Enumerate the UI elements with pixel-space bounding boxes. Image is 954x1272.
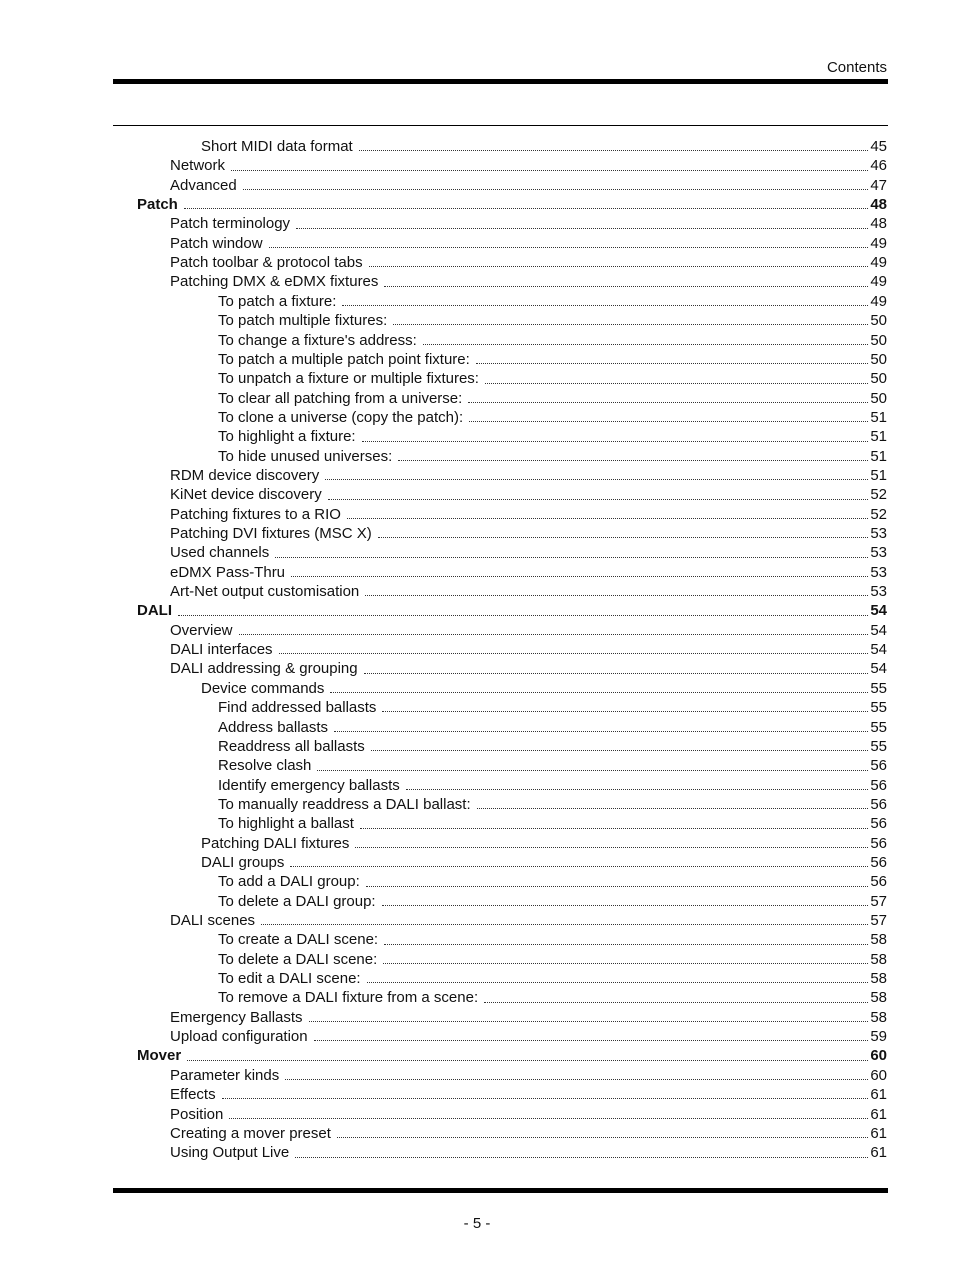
- toc-dot-leader: [476, 362, 869, 364]
- toc-entry-page: 61: [870, 1144, 887, 1162]
- toc-entry[interactable]: [170, 176, 887, 195]
- toc-entry-page: 55: [870, 679, 887, 697]
- toc-entry[interactable]: [218, 350, 887, 369]
- toc-entry-title: Patching DALI fixtures: [201, 834, 350, 852]
- toc-entry-title: Using Output Live: [170, 1144, 290, 1162]
- toc-entry-page: 60: [870, 1066, 887, 1084]
- toc-entry-page: 52: [870, 505, 887, 523]
- toc-entry-page: 58: [870, 950, 887, 968]
- toc-entry-title: Position: [170, 1105, 224, 1123]
- toc-entry-title: To patch a fixture:: [218, 292, 337, 310]
- toc-entry-title: To patch multiple fixtures:: [218, 312, 388, 330]
- toc-entry[interactable]: [170, 543, 887, 562]
- toc-entry[interactable]: [170, 1027, 887, 1046]
- toc-entry-title: Art-Net output customisation: [170, 583, 360, 601]
- toc-entry-title: To create a DALI scene:: [218, 931, 379, 949]
- toc-dot-leader: [378, 536, 869, 538]
- toc-entry-page: 48: [870, 215, 887, 233]
- toc-entry-title: To manually readdress a DALI ballast:: [218, 795, 471, 813]
- toc-dot-leader: [383, 962, 868, 964]
- toc-entry-page: 58: [870, 989, 887, 1007]
- toc-entry[interactable]: [137, 601, 887, 620]
- toc-entry-title: Advanced: [170, 176, 237, 194]
- toc-dot-leader: [290, 865, 868, 867]
- toc-entry-title: Find addressed ballasts: [218, 699, 377, 717]
- toc-dot-leader: [296, 227, 868, 229]
- toc-dot-leader: [243, 188, 869, 190]
- toc-dot-leader: [369, 265, 869, 267]
- toc-entry-title: Overview: [170, 621, 233, 639]
- toc-entry[interactable]: [170, 466, 887, 485]
- toc-entry-title: Patching fixtures to a RIO: [170, 505, 341, 523]
- toc-entry-title: To remove a DALI fixture from a scene:: [218, 989, 479, 1007]
- toc-dot-leader: [384, 943, 868, 945]
- toc-dot-leader: [314, 1039, 869, 1041]
- toc-entry-title: Emergency Ballasts: [170, 1008, 303, 1026]
- toc-entry-page: 50: [870, 331, 887, 349]
- toc-dot-leader: [359, 149, 869, 151]
- toc-entry[interactable]: [170, 505, 887, 524]
- toc-dot-leader: [285, 1078, 868, 1080]
- toc-entry[interactable]: [170, 1085, 887, 1104]
- toc-dot-leader: [371, 749, 869, 751]
- toc-dot-leader: [468, 401, 868, 403]
- toc-entry-title: Patch: [137, 196, 178, 214]
- toc-entry[interactable]: [218, 698, 887, 717]
- toc-entry-page: 56: [870, 757, 887, 775]
- toc-entry-title: To clear all patching from a universe:: [218, 389, 463, 407]
- toc-dot-leader: [365, 594, 868, 596]
- toc-entry-page: 61: [870, 1086, 887, 1104]
- toc-dot-leader: [187, 1059, 868, 1061]
- toc-entry-page: 58: [870, 931, 887, 949]
- toc-dot-leader: [382, 710, 868, 712]
- toc-entry-page: 61: [870, 1124, 887, 1142]
- toc-entry-page: 56: [870, 795, 887, 813]
- toc-dot-leader: [355, 846, 868, 848]
- toc-entry-title: Resolve clash: [218, 757, 312, 775]
- toc-entry-title: eDMX Pass-Thru: [170, 563, 286, 581]
- toc-dot-leader: [384, 285, 868, 287]
- toc-dot-leader: [229, 1117, 868, 1119]
- toc-entry-page: 53: [870, 544, 887, 562]
- toc-entry-page: 49: [870, 254, 887, 272]
- toc-entry[interactable]: [201, 834, 887, 853]
- toc-entry-page: 59: [870, 1028, 887, 1046]
- toc-entry-title: To delete a DALI group:: [218, 892, 376, 910]
- toc-entry[interactable]: [218, 737, 887, 756]
- toc-entry-page: 53: [870, 583, 887, 601]
- toc-entry-page: 57: [870, 912, 887, 929]
- toc-dot-leader: [317, 769, 868, 771]
- toc-entry-page: 56: [870, 834, 887, 852]
- toc-entry[interactable]: [218, 795, 887, 814]
- toc-dot-leader: [393, 323, 868, 325]
- toc-dot-leader: [309, 1020, 869, 1022]
- toc-entry[interactable]: [201, 853, 887, 872]
- toc-dot-leader: [469, 420, 868, 422]
- toc-entry[interactable]: [218, 718, 887, 737]
- toc-entry[interactable]: [218, 408, 887, 427]
- toc-entry-page: 51: [870, 447, 887, 465]
- toc-entry-title: To unpatch a fixture or multiple fixtures:: [218, 370, 479, 388]
- toc-dot-leader: [328, 498, 869, 500]
- toc-entry-page: 49: [870, 292, 887, 310]
- toc-dot-leader: [222, 1097, 869, 1099]
- toc-dot-leader: [261, 923, 868, 925]
- toc-dot-leader: [178, 614, 868, 616]
- toc-dot-leader: [367, 981, 869, 983]
- toc-entry[interactable]: [170, 214, 887, 233]
- toc-entry-title: Readdress all ballasts: [218, 737, 365, 755]
- toc-entry-title: To highlight a fixture:: [218, 428, 356, 446]
- toc-entry-title: Upload configuration: [170, 1028, 308, 1046]
- toc-entry-page: 56: [870, 776, 887, 794]
- toc-entry[interactable]: [170, 1008, 887, 1027]
- toc-entry-page: 51: [870, 408, 887, 426]
- toc-dot-leader: [239, 633, 869, 635]
- toc-entry[interactable]: [170, 1124, 887, 1143]
- toc-entry-title: DALI interfaces: [170, 641, 273, 659]
- toc-entry-title: Patching DMX & eDMX fixtures: [170, 273, 379, 291]
- toc-entry[interactable]: [218, 930, 887, 949]
- toc-dot-leader: [337, 1136, 868, 1138]
- toc-dot-leader: [362, 440, 869, 442]
- toc-entry[interactable]: [170, 156, 887, 175]
- toc-entry-page: 52: [870, 486, 887, 504]
- toc-dot-leader: [342, 304, 868, 306]
- toc-dot-leader: [295, 1156, 868, 1158]
- toc-dot-leader: [184, 207, 868, 209]
- toc-entry-page: 58: [870, 1008, 887, 1026]
- toc-entry-page: 49: [870, 234, 887, 252]
- toc-entry[interactable]: [201, 137, 887, 156]
- toc-entry[interactable]: [170, 1066, 887, 1085]
- toc-entry[interactable]: [170, 485, 887, 504]
- toc-entry[interactable]: [218, 756, 887, 775]
- toc-dot-leader: [477, 807, 869, 809]
- toc-dot-leader: [330, 691, 868, 693]
- toc-entry[interactable]: [218, 427, 887, 446]
- toc-entry-title: Creating a mover preset: [170, 1124, 331, 1142]
- toc-entry-title: To clone a universe (copy the patch):: [218, 408, 464, 426]
- toc-entry-page: 50: [870, 389, 887, 407]
- toc-entry[interactable]: [137, 195, 887, 214]
- toc-entry-page: 48: [870, 196, 887, 214]
- toc-entry[interactable]: [218, 969, 887, 988]
- toc-dot-leader: [275, 556, 868, 558]
- toc-entry-title: Network: [170, 157, 226, 175]
- footer-rule: [113, 1188, 888, 1193]
- toc-entry-page: 55: [870, 699, 887, 717]
- toc-entry[interactable]: [218, 872, 887, 891]
- toc-dot-leader: [279, 652, 869, 654]
- toc-dot-leader: [398, 459, 868, 461]
- toc-entry-page: 56: [870, 853, 887, 871]
- toc-entry[interactable]: [170, 234, 887, 253]
- toc-entry-page: 51: [870, 466, 887, 484]
- header-thin-rule: [113, 125, 888, 126]
- toc-entry-title: To highlight a ballast: [218, 815, 354, 833]
- toc-entry-title: Device commands: [201, 679, 325, 697]
- toc-entry[interactable]: [218, 292, 887, 311]
- toc-entry[interactable]: [170, 524, 887, 543]
- toc-dot-leader: [423, 343, 869, 345]
- toc-entry-page: 54: [870, 660, 887, 678]
- toc-entry[interactable]: [201, 679, 887, 698]
- toc-entry-page: 50: [870, 350, 887, 368]
- toc-entry-title: Patch terminology: [170, 215, 291, 233]
- toc-entry-title: DALI addressing & grouping: [170, 660, 358, 678]
- toc-entry-page: 53: [870, 525, 887, 542]
- toc-entry-page: 47: [870, 176, 887, 194]
- toc-entry[interactable]: [170, 563, 887, 582]
- toc-entry[interactable]: [218, 311, 887, 330]
- toc-entry-title: To edit a DALI scene:: [218, 970, 361, 988]
- toc-entry[interactable]: [170, 1105, 887, 1124]
- toc-entry-title: To patch a multiple patch point fixture:: [218, 350, 470, 368]
- toc-entry-page: 54: [870, 621, 887, 639]
- toc-entry-page: 50: [870, 370, 887, 388]
- toc-entry-title: Parameter kinds: [170, 1066, 280, 1084]
- toc-entry[interactable]: [218, 447, 887, 466]
- toc-entry-page: 57: [870, 892, 887, 910]
- toc-dot-leader: [291, 575, 868, 577]
- toc-entry-page: 45: [870, 138, 887, 155]
- toc-entry-page: 49: [870, 273, 887, 291]
- toc-dot-leader: [485, 382, 868, 384]
- toc-entry-title: Effects: [170, 1086, 216, 1104]
- toc-entry-page: 55: [870, 737, 887, 755]
- toc-entry[interactable]: [170, 582, 887, 601]
- toc-entry-title: Used channels: [170, 544, 270, 562]
- toc-entry-title: DALI: [137, 602, 172, 620]
- toc-entry[interactable]: [218, 892, 887, 911]
- toc-entry-page: 54: [870, 641, 887, 659]
- toc-dot-leader: [484, 1001, 868, 1003]
- toc-entry[interactable]: [218, 776, 887, 795]
- toc-entry-page: 58: [870, 970, 887, 988]
- toc-entry-title: DALI scenes: [170, 912, 256, 929]
- toc-dot-leader: [364, 672, 869, 674]
- toc-entry-title: To add a DALI group:: [218, 873, 360, 891]
- toc-entry-title: To delete a DALI scene:: [218, 950, 378, 968]
- toc-entry-page: 60: [870, 1047, 887, 1065]
- toc-entry[interactable]: [170, 1143, 887, 1162]
- toc-entry-title: Short MIDI data format: [201, 138, 353, 155]
- toc-dot-leader: [406, 788, 869, 790]
- toc-entry[interactable]: [170, 253, 887, 272]
- toc-entry-title: Mover: [137, 1047, 182, 1065]
- toc-entry[interactable]: [218, 389, 887, 408]
- toc-entry-title: Identify emergency ballasts: [218, 776, 400, 794]
- page-number: - 5 -: [463, 1215, 491, 1232]
- toc-entry-page: 46: [870, 157, 887, 175]
- toc-entry-page: 54: [870, 602, 887, 620]
- toc-entry-title: RDM device discovery: [170, 466, 320, 484]
- running-header: Contents: [826, 59, 887, 76]
- toc-entry-title: Patching DVI fixtures (MSC X): [170, 525, 372, 542]
- toc-entry[interactable]: [170, 272, 887, 291]
- toc-dot-leader: [366, 885, 869, 887]
- toc-entry[interactable]: [218, 331, 887, 350]
- toc-entry[interactable]: [170, 640, 887, 659]
- toc-entry[interactable]: [218, 369, 887, 388]
- header-rule: [113, 79, 888, 84]
- toc-entry-title: KiNet device discovery: [170, 486, 322, 504]
- toc-entry-title: Address ballasts: [218, 718, 329, 736]
- toc-dot-leader: [382, 904, 869, 906]
- toc-entry[interactable]: [170, 621, 887, 640]
- toc-entry-page: 56: [870, 873, 887, 891]
- toc-dot-leader: [269, 246, 869, 248]
- toc-dot-leader: [325, 478, 868, 480]
- toc-dot-leader: [334, 730, 868, 732]
- toc-entry-title: Patch toolbar & protocol tabs: [170, 254, 363, 272]
- toc-dot-leader: [360, 827, 868, 829]
- toc-entry-title: DALI groups: [201, 853, 285, 871]
- toc-entry-page: 55: [870, 718, 887, 736]
- toc-entry-page: 53: [870, 563, 887, 581]
- toc-entry-title: To hide unused universes:: [218, 447, 393, 465]
- toc-entry[interactable]: [218, 988, 887, 1007]
- toc-entry-title: To change a fixture's address:: [218, 331, 417, 349]
- toc-dot-leader: [231, 169, 868, 171]
- toc-entry[interactable]: [218, 814, 887, 833]
- toc-entry-page: 51: [870, 428, 887, 446]
- toc-entry-page: 50: [870, 312, 887, 330]
- toc-dot-leader: [347, 517, 868, 519]
- toc-entry[interactable]: [170, 659, 887, 678]
- toc-entry[interactable]: [170, 911, 887, 930]
- toc-entry-title: Patch window: [170, 234, 263, 252]
- toc-entry[interactable]: [137, 1046, 887, 1065]
- toc-entry[interactable]: [218, 950, 887, 969]
- toc-entry-page: 56: [870, 815, 887, 833]
- toc-entry-page: 61: [870, 1105, 887, 1123]
